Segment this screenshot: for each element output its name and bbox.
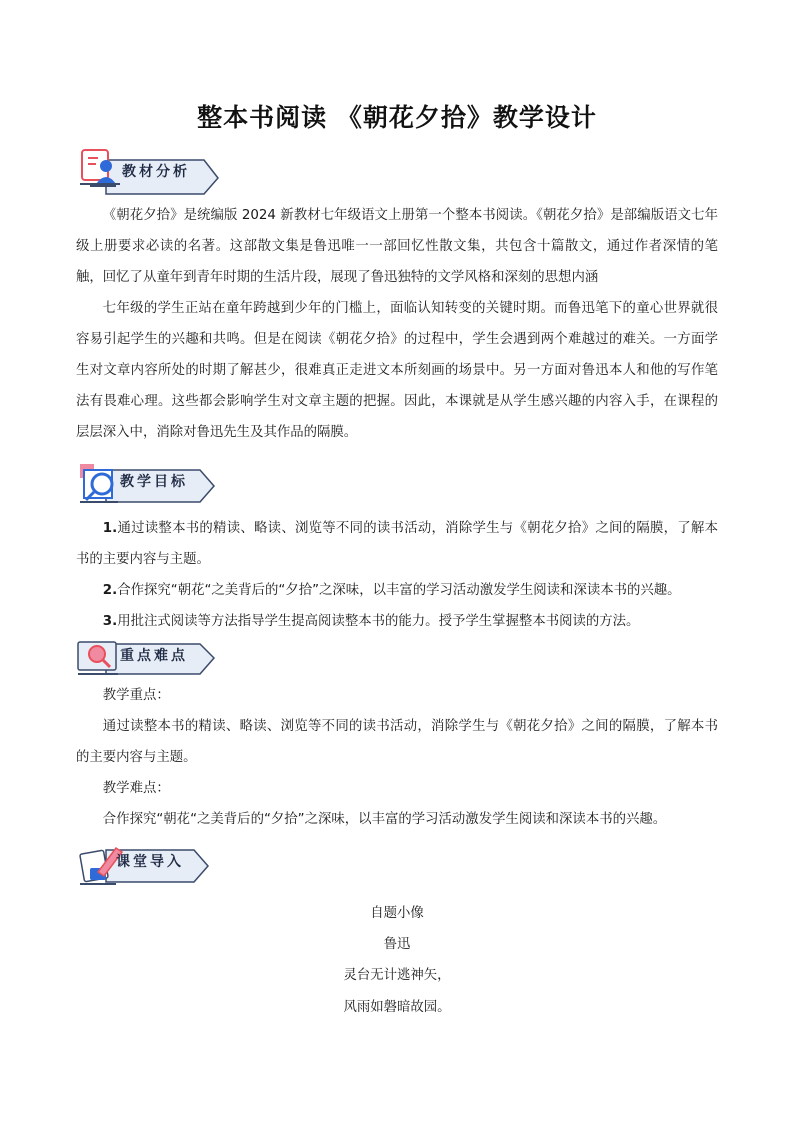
- section-label-goals: 教学目标: [120, 474, 188, 490]
- difficulty-label: 教学难点：: [102, 781, 170, 796]
- poem-title: 自题小像: [370, 906, 424, 921]
- poem-line-2: 风雨如磐暗故园。: [343, 1000, 451, 1015]
- section-label-analysis: 教材分析: [122, 164, 190, 180]
- poem-line-1: 灵台无计逃神矢，: [343, 968, 451, 983]
- section-label-keypoints: 重点难点: [120, 648, 188, 664]
- poem-author: 鲁迅: [383, 937, 411, 952]
- book-person-icon: [76, 144, 122, 192]
- goal-item-3: 3.用批注式阅读等方法指导学生提高阅读整本书的能力。授予学生掌握整本书阅读的方法。: [102, 614, 640, 629]
- page-title: 整本书阅读 《朝花夕拾》教学设计: [197, 103, 597, 132]
- focus-label: 教学重点：: [102, 688, 170, 703]
- target-magnifier-icon: [76, 460, 122, 508]
- section-label-intro: 课堂导入: [116, 854, 184, 870]
- analysis-paragraph-1: 《朝花夕拾》是统编版 2024 新教材七年级语文上册第一个整本书阅读。《朝花夕拾》是部编版语文七年级上册要求必读的名著。这部散文集是鲁迅唯一一部回忆性散文集，共包含十篇散文，通过作者深情的笔触，回忆了从童年到青年时期的生活片段，展现了鲁迅独特的文学风格和深刻的思想内涵: [76, 208, 718, 285]
- goal-item-1: 1.通过读整本书的精读、略读、浏览等不同的读书活动，消除学生与《朝花夕拾》之间的隔膜，了解本书的主要内容与主题。: [76, 521, 718, 567]
- section-header-goals: [76, 466, 226, 510]
- analysis-paragraph-2: 七年级的学生正站在童年跨越到少年的门槛上，面临认知转变的关键时期。而鲁迅笔下的童心世界就很容易引起学生的兴趣和共鸣。但是在阅读《朝花夕拾》的过程中，学生会遇到两个难越过的难关。一方面学生对文章内容所处的时期了解甚少，很难真正走进文本所刻画的场景中。另一方面对鲁迅本人和他的写作笔法有畏难心理。这些都会影响学生对文章主题的把握。因此，本课就是从学生感兴趣的内容入手，在课程的层层深入中，消除对鲁迅先生及其作品的隔膜。: [76, 301, 718, 440]
- section-header-keypoints: [76, 640, 226, 684]
- goal-item-2: 2.合作探究“朝花“之美背后的“夕拾”之深味，以丰富的学习活动激发学生阅读和深读本书的兴趣。: [102, 583, 681, 598]
- section-header-analysis: [76, 152, 226, 196]
- monitor-search-icon: [76, 638, 122, 678]
- difficulty-text: 合作探究“朝花“之美背后的“夕拾”之深味，以丰富的学习活动激发学生阅读和深读本书的兴趣。: [102, 812, 667, 827]
- focus-text: 通过读整本书的精读、略读、浏览等不同的读书活动，消除学生与《朝花夕拾》之间的隔膜，了解本书的主要内容与主题。: [76, 719, 718, 765]
- section-header-intro: [76, 846, 226, 890]
